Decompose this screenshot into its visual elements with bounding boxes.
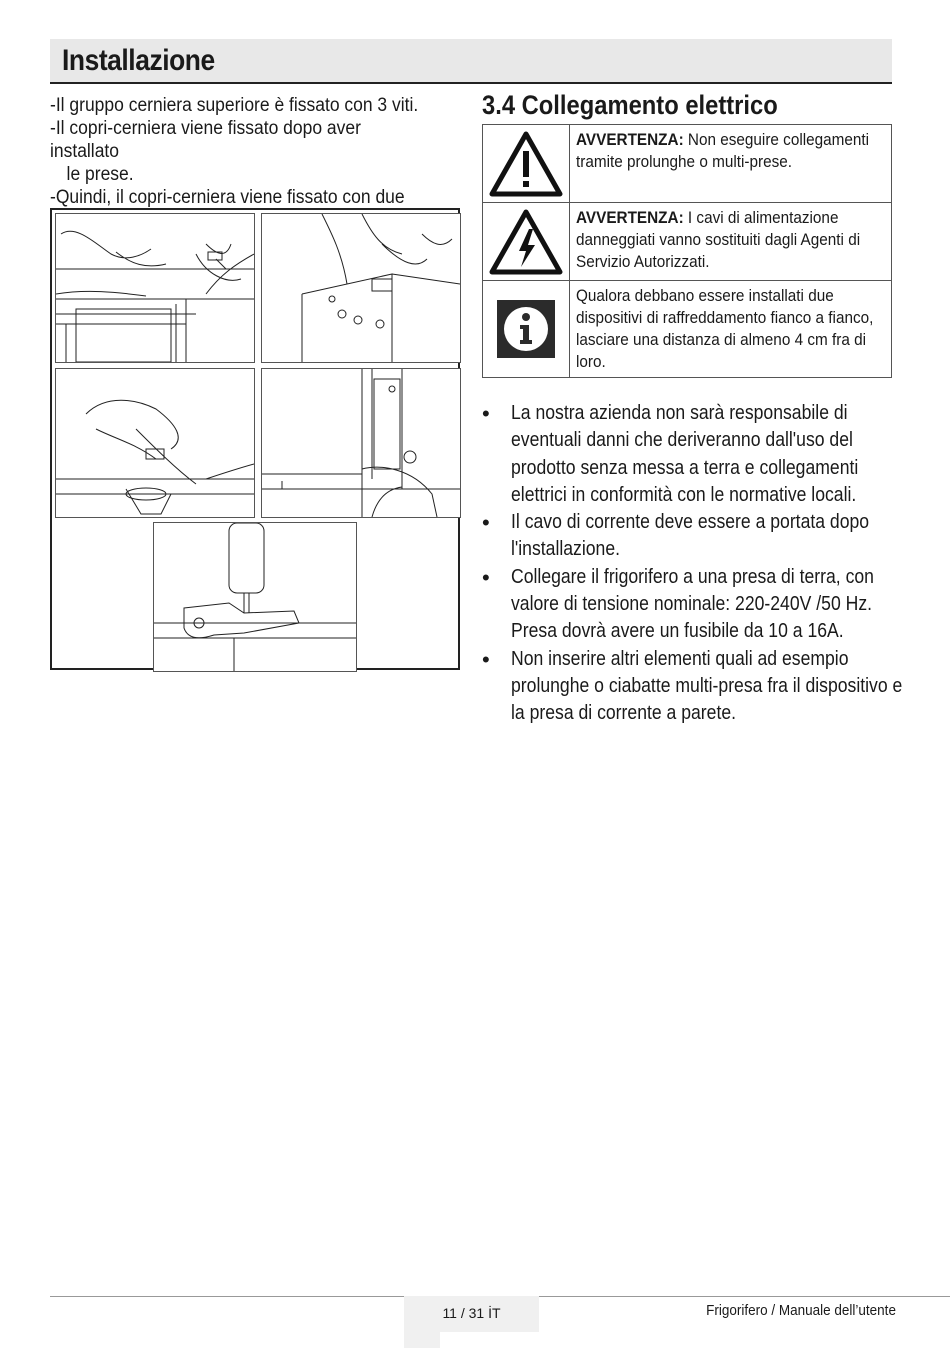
warning-label: AVVERTENZA: (576, 208, 684, 227)
warning-message: Non eseguire collegamenti tramite prolunghe o multi-prese. (576, 130, 870, 171)
illustration-step-2 (261, 213, 461, 363)
list-item: • Non inserire altri elementi quali ad esempio prolunghe o ciabatte multi-presa fra il dispositivo e la presa di corrente a parete. (482, 646, 902, 728)
warning-message: I cavi di alimentazione danneggiati vanno sostituiti dagli Agenti di Servizio Autorizzati. (576, 208, 861, 271)
info-icon (483, 281, 570, 377)
list-item: • La nostra azienda non sarà responsabile di eventuali danni che deriveranno dall'uso del prodotto senza messa a terra e collegamenti elettrici in conformità con le normative locali. (482, 400, 902, 509)
illustration-step-4 (261, 368, 461, 518)
page-number-tab (404, 1330, 440, 1348)
page-title: Installazione (62, 44, 215, 77)
page-number: 11 / 31 İT (442, 1305, 501, 1321)
document-title: Frigorifero / Manuale dell’utente (706, 1302, 896, 1319)
warning-label: AVVERTENZA: (576, 130, 684, 149)
installation-illustration (50, 208, 460, 670)
illustration-step-1 (55, 213, 255, 363)
list-item: • Il cavo di corrente deve essere a portata dopo l'installazione. (482, 509, 902, 564)
illustration-step-5 (153, 522, 357, 672)
list-item: • Collegare il frigorifero a una presa di terra, con valore di tensione nominale: 220-240V /50 Hz. Presa dovrà avere un fusibile da 10 a 16A. (482, 564, 902, 646)
info-row (483, 281, 891, 377)
illustration-step-3 (55, 368, 255, 518)
electrical-bullet-list (482, 400, 902, 728)
instruction-line: le prese. (66, 164, 134, 185)
electric-shock-warning-icon (483, 203, 570, 280)
section-title: 3.4 Collegamento elettrico (482, 90, 778, 120)
warning-text (570, 125, 891, 202)
page-header (50, 39, 892, 84)
warning-table (482, 124, 892, 378)
info-message: Qualora debbano essere installati due dispositivi di raffreddamento fianco a fianco, lasciare una distanza di almeno 4 cm fra di loro. (576, 286, 874, 371)
warning-text (570, 203, 891, 280)
instruction-line: -Quindi, il copri-cerniera viene fissato con due (50, 187, 405, 208)
instruction-line: -Il copri-cerniera viene fissato dopo aver installato (50, 118, 361, 162)
warning-row (483, 203, 891, 281)
instruction-line: -Il gruppo cerniera superiore è fissato con 3 viti. (50, 95, 419, 116)
warning-row (483, 125, 891, 203)
exclamation-warning-icon (483, 125, 570, 202)
info-text (570, 281, 891, 377)
